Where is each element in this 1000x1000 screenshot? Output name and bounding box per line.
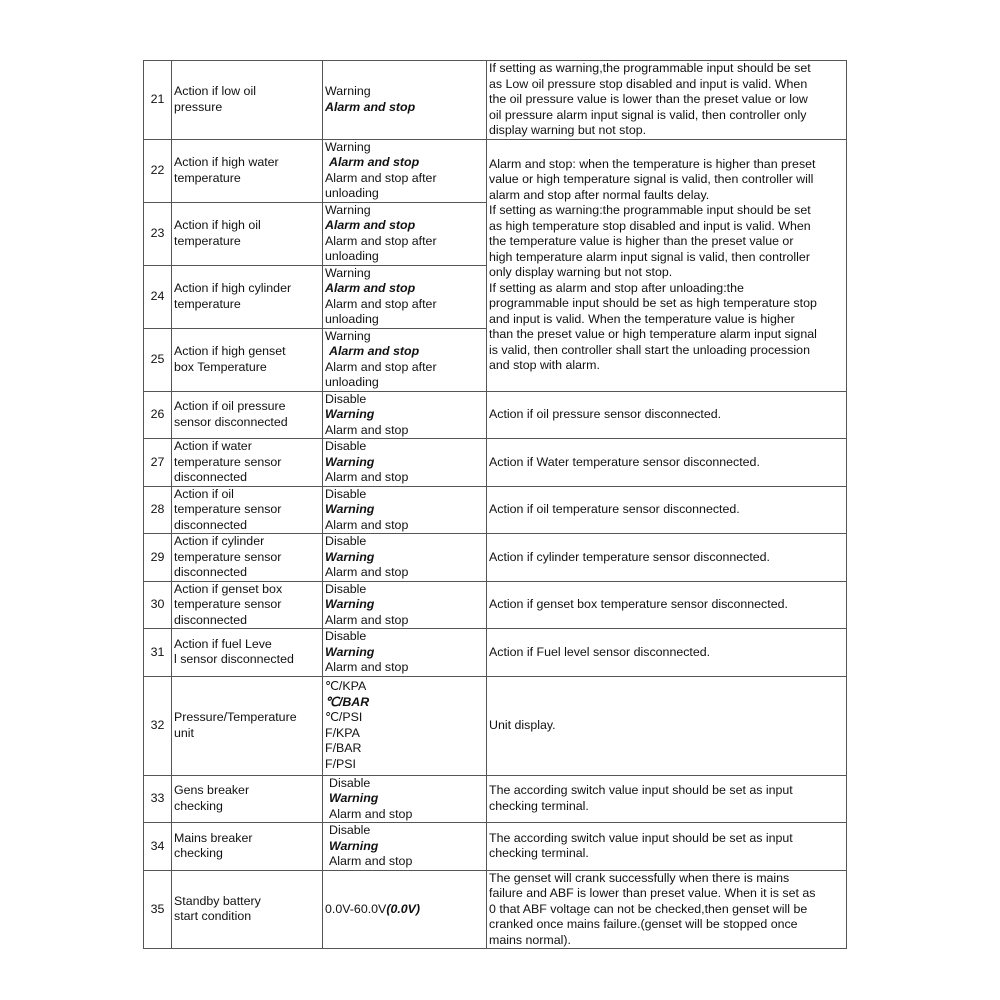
table-row — [144, 486, 847, 534]
description-line: 0 that ABF voltage can not be checked,then genset will be — [489, 901, 808, 916]
description-line: checking terminal. — [489, 846, 589, 861]
default-option: Alarm and stop — [325, 218, 416, 232]
range-option: Warning — [325, 202, 371, 217]
row-number: 25 — [144, 328, 172, 391]
row-number: 23 — [144, 202, 172, 265]
description-line: If setting as warning:the programmable input should be set — [489, 203, 811, 217]
range-option: F/BAR — [325, 741, 362, 755]
table-row — [144, 139, 847, 202]
range-option: Alarm and stop after — [325, 170, 437, 185]
row-number: 22 — [144, 139, 172, 202]
range-option: unloading — [325, 375, 379, 389]
description-line: alarm and stop after normal faults delay. — [489, 187, 710, 202]
parameter-range — [323, 328, 487, 391]
parameter-name — [172, 629, 323, 677]
parameter-range — [323, 139, 487, 202]
parameter-name-line: temperature — [174, 296, 241, 311]
parameter-name — [172, 581, 323, 629]
parameter-name-line: l sensor disconnected — [174, 652, 294, 667]
parameter-description — [487, 439, 847, 487]
parameter-name-line: start condition — [174, 909, 252, 924]
parameter-name-line: disconnected — [174, 565, 248, 579]
description-line: the oil pressure value is lower than the preset value or low — [489, 92, 808, 106]
range-option: Warning — [325, 84, 371, 99]
default-option: Warning — [329, 791, 379, 805]
range-option: Disable — [325, 534, 367, 548]
parameter-name-line: Action if high genset — [174, 344, 286, 358]
description-line: as high temperature stop disabled and input is valid. When — [489, 218, 811, 233]
parameter-name — [172, 139, 323, 202]
parameter-name — [172, 391, 323, 439]
row-number: 31 — [144, 629, 172, 677]
parameter-description — [487, 534, 847, 582]
description-line: cranked once mains failure.(genset will be stopped once — [489, 917, 798, 931]
default-option: Warning — [325, 502, 375, 516]
table-row — [144, 870, 847, 949]
parameter-description — [487, 823, 847, 871]
parameter-name — [172, 775, 323, 823]
parameter-range — [323, 823, 487, 871]
description-line: oil pressure alarm input signal is valid, then controller only — [489, 107, 807, 122]
range-option: ℃/PSI — [325, 710, 363, 724]
description-line: Action if Fuel level sensor disconnected. — [489, 644, 711, 659]
row-number: 30 — [144, 581, 172, 629]
parameter-range — [323, 265, 487, 328]
description-line: mains normal). — [489, 932, 571, 947]
default-option: Warning — [325, 454, 375, 469]
parameter-name-line: Action if high oil — [174, 218, 261, 232]
parameter-range — [323, 202, 487, 265]
description-line: value or high temperature signal is valid, then controller will — [489, 172, 814, 186]
description-line: Unit display. — [489, 717, 556, 732]
range-option: Warning — [325, 328, 371, 343]
parameter-name-line: temperature — [174, 233, 241, 248]
parameter-name-line: Standby battery — [174, 893, 261, 908]
row-number: 28 — [144, 486, 172, 534]
description-line: Action if cylinder temperature sensor disconnected. — [489, 549, 770, 564]
parameter-name-line: Action if oil pressure — [174, 399, 286, 414]
default-option: Alarm and stop — [325, 281, 416, 295]
default-option: Warning — [325, 597, 375, 611]
parameter-range — [323, 581, 487, 629]
parameter-range — [323, 870, 487, 949]
description-line: If setting as warning,the programmable input should be set — [489, 61, 811, 75]
range-option: Warning — [325, 265, 371, 280]
parameter-name — [172, 486, 323, 534]
default-option: Alarm and stop — [329, 155, 420, 169]
table-row — [144, 61, 847, 140]
parameter-description — [487, 775, 847, 823]
default-value: (0.0V) — [386, 901, 421, 916]
parameter-name-line: Action if high water — [174, 155, 279, 169]
parameter-name-line: Action if low oil — [174, 84, 256, 99]
parameter-name-line: Gens breaker — [174, 783, 250, 798]
parameter-name-line: Action if oil — [174, 486, 234, 501]
cut-off-footer-text — [143, 940, 283, 946]
range-option: Alarm and stop — [325, 565, 409, 579]
description-line: Action if genset box temperature sensor disconnected. — [489, 597, 788, 611]
description-line: display warning but not stop. — [489, 123, 647, 137]
range-option: Disable — [325, 486, 367, 501]
parameter-name-line: Action if genset box — [174, 581, 283, 596]
parameter-name-line: Action if water — [174, 439, 252, 453]
parameter-name-line: box Temperature — [174, 359, 267, 374]
parameter-name-line: Mains breaker — [174, 830, 253, 845]
table-row — [144, 676, 847, 775]
description-line: The according switch value input should be set as input — [489, 830, 793, 845]
range-option: F/PSI — [325, 756, 356, 771]
parameter-name — [172, 534, 323, 582]
range-option: Alarm and stop after — [325, 296, 437, 311]
parameter-name-line: Action if cylinder — [174, 534, 265, 548]
row-number: 35 — [144, 870, 172, 949]
parameter-name-line: disconnected — [174, 470, 248, 484]
row-number: 21 — [144, 61, 172, 140]
row-number: 26 — [144, 391, 172, 439]
parameter-description — [487, 870, 847, 949]
range-option: Alarm and stop — [325, 660, 409, 674]
table-row — [144, 775, 847, 823]
range-option: Alarm and stop — [325, 517, 409, 532]
row-number: 29 — [144, 534, 172, 582]
description-line: Action if oil temperature sensor disconnected. — [489, 502, 740, 516]
parameter-name-line: temperature — [174, 170, 241, 185]
range-option: Disable — [329, 823, 371, 837]
parameter-name — [172, 870, 323, 949]
parameter-name-line: Pressure/Temperature — [174, 710, 297, 724]
description-line: Alarm and stop: when the temperature is higher than preset — [489, 156, 816, 171]
parameter-name — [172, 61, 323, 140]
range-option: unloading — [325, 249, 379, 263]
range-option: ℃/KPA — [325, 679, 367, 693]
default-option: ℃/BAR — [325, 694, 370, 709]
parameter-name — [172, 823, 323, 871]
default-option: Warning — [325, 549, 375, 564]
range-option: unloading — [325, 312, 379, 326]
parameter-description — [487, 486, 847, 534]
range-option: Warning — [325, 139, 371, 154]
range-option: Alarm and stop — [329, 854, 413, 868]
default-option: Alarm and stop — [329, 344, 420, 358]
description-line: Action if oil pressure sensor disconnected. — [489, 407, 722, 421]
description-line: The according switch value input should be set as input — [489, 783, 793, 798]
default-option: Warning — [325, 644, 375, 659]
description-line: programmable input should be set as high temperature stop — [489, 296, 817, 310]
default-option: Warning — [325, 407, 375, 421]
parameter-range — [323, 775, 487, 823]
parameter-name-line: Action if high cylinder — [174, 281, 292, 295]
default-option: Warning — [329, 838, 379, 853]
table-row — [144, 391, 847, 439]
description-line: If setting as alarm and stop after unloading:the — [489, 280, 744, 295]
table-row — [144, 534, 847, 582]
row-number: 34 — [144, 823, 172, 871]
table-row — [144, 581, 847, 629]
parameter-name-line: pressure — [174, 99, 223, 114]
range-option: Disable — [325, 439, 367, 453]
parameter-name-line: disconnected — [174, 612, 248, 627]
parameter-name-line: temperature sensor — [174, 502, 282, 516]
parameter-name-line: temperature sensor — [174, 597, 282, 611]
parameter-name — [172, 202, 323, 265]
description-line: is valid, then controller shall start the unloading procession — [489, 342, 810, 357]
parameter-description — [487, 676, 847, 775]
table-row — [144, 629, 847, 677]
parameter-range — [323, 391, 487, 439]
description-line: and input is valid. When the temperature value is higher — [489, 311, 795, 326]
parameter-name-line: checking — [174, 798, 223, 813]
description-line: failure and ABF is lower than preset value. When it is set as — [489, 886, 816, 900]
parameter-range — [323, 676, 487, 775]
parameter-name-line: checking — [174, 846, 223, 861]
row-number: 27 — [144, 439, 172, 487]
description-line: than the preset value or high temperature alarm input signal — [489, 327, 817, 341]
range-option: Disable — [325, 391, 367, 406]
parameter-range — [323, 629, 487, 677]
description-line: Action if Water temperature sensor disconnected. — [489, 454, 760, 469]
range-option: Disable — [325, 629, 367, 643]
table-row — [144, 823, 847, 871]
merged-temperature-description — [487, 139, 847, 391]
range-value: 0.0V-60.0V — [325, 901, 387, 916]
parameter-name — [172, 676, 323, 775]
range-option: Alarm and stop — [325, 612, 409, 627]
parameter-name-line: disconnected — [174, 517, 248, 532]
description-line: high temperature alarm input signal is valid, then controller — [489, 249, 810, 264]
description-line: the temperature value is higher than the preset value or — [489, 234, 794, 248]
description-line: and stop with alarm. — [489, 358, 600, 372]
default-option: Alarm and stop — [325, 99, 416, 114]
range-option: Alarm and stop — [325, 422, 409, 437]
range-option: Alarm and stop after — [325, 359, 437, 374]
description-line: The genset will crank successfully when there is mains — [489, 870, 790, 885]
parameter-name-line: temperature sensor — [174, 454, 282, 469]
parameter-name — [172, 328, 323, 391]
parameter-name — [172, 265, 323, 328]
parameter-range — [323, 439, 487, 487]
parameter-description — [487, 581, 847, 629]
range-option: Alarm and stop — [329, 806, 413, 821]
parameter-description — [487, 61, 847, 140]
parameter-name-line: temperature sensor — [174, 549, 282, 564]
range-option: unloading — [325, 186, 379, 200]
parameter-range — [323, 486, 487, 534]
description-line: only display warning but not stop. — [489, 265, 673, 279]
parameter-description — [487, 391, 847, 439]
parameter-table — [143, 60, 847, 949]
parameter-description — [487, 629, 847, 677]
range-option: Alarm and stop after — [325, 233, 437, 248]
range-option: F/KPA — [325, 725, 360, 740]
table-row — [144, 439, 847, 487]
row-number: 33 — [144, 775, 172, 823]
description-line: as Low oil pressure stop disabled and input is valid. When — [489, 76, 808, 91]
parameter-name-line: Action if fuel Leve — [174, 636, 272, 651]
description-line: checking terminal. — [489, 798, 589, 813]
range-option: Disable — [325, 581, 367, 596]
parameter-name-line: sensor disconnected — [174, 414, 288, 429]
row-number: 32 — [144, 676, 172, 775]
parameter-name — [172, 439, 323, 487]
range-option: Alarm and stop — [325, 470, 409, 484]
row-number: 24 — [144, 265, 172, 328]
range-option: Disable — [329, 775, 371, 790]
parameter-range — [323, 534, 487, 582]
parameter-range — [323, 61, 487, 140]
parameter-name-line: unit — [174, 725, 194, 740]
